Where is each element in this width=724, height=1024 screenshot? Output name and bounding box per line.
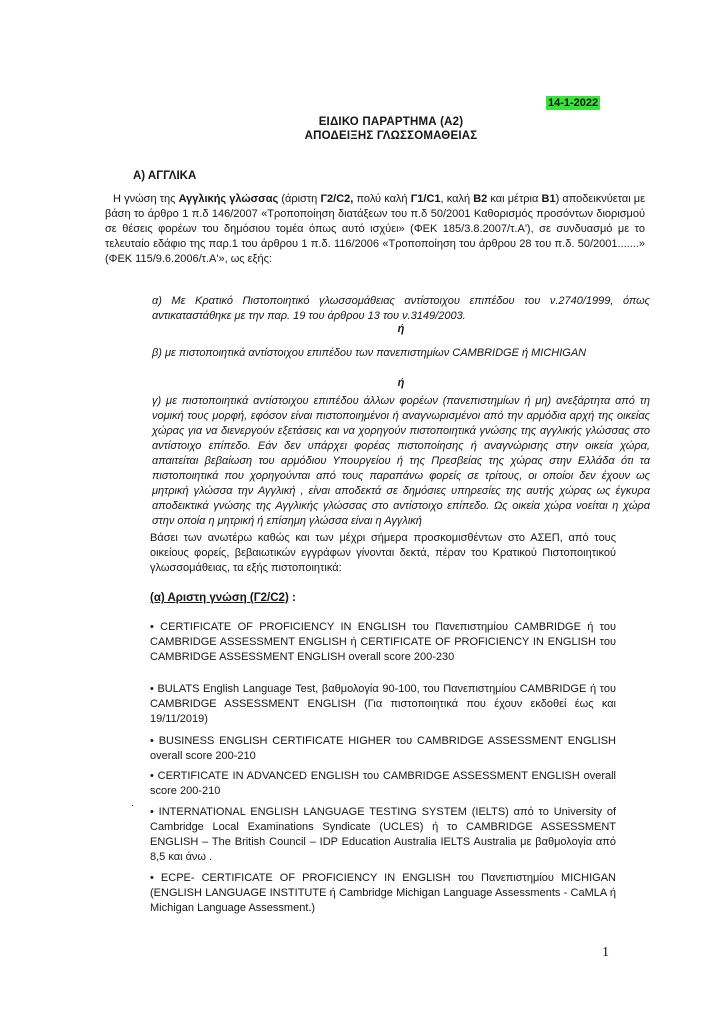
certificate-item: • BULATS English Language Test, βαθμολογία 90-100, του Πανεπιστημίου CAMBRIDGE ή του CAMBRIDGE ASSESSMENT ENGLISH (Για πιστοποιητικά που έχουν εκδοθεί έως και 19/11/2019): [150, 683, 616, 725]
clause-a-paragraph: α) Με Κρατικό Πιστοποιητικό γλωσσομάθειας αντίστοιχου επιπέδου του ν.2740/1999, όπως αντικαταστάθηκε με την παρ. 19 του άρθρου 13 του ν.3149/2003.: [152, 295, 650, 322]
certificate-item: • CERTIFICATE IN ADVANCED ENGLISH του CAMBRIDGE ASSESSMENT ENGLISH overall score 200-210: [150, 770, 616, 797]
section-heading-english: Α) ΑΓΓΛΙΚΑ: [133, 170, 197, 182]
clause-b-paragraph: β) με πιστοποιητικά αντίστοιχου επιπέδου των πανεπιστημίων CAMBRIDGE ή MICHIGAN: [152, 347, 587, 359]
page-number: 1: [602, 945, 609, 960]
certificate-item: • INTERNATIONAL ENGLISH LANGUAGE TESTING SYSTEM (IELTS) από το University of Cambridge Local Examinations Syndicate (UCLES) ή το CAMBRIDGE ASSESSMENT ENGLISH – The British Council – IDP Education Australia IELTS Australia με βαθμολογία από 8,5 και άνω .: [150, 806, 616, 863]
intro-paragraph: Η γνώση της Αγγλικής γλώσσας (άριστη Γ2/C2, πολύ καλή Γ1/C1, καλή Β2 και μέτρια Β1) αποδεικνύεται με βάση το άρθρο 1 π.δ 146/2007 «Τροποποίηση διατάξεων του π.δ 50/2001 Καθορισμός προσόντων διορισμού σε θέσεις φορέων του δημόσιου τομέα όπως αυτό ισχύει» (ΦΕΚ 185/3.8.2007/τ.Α'), σε συνδυασμό με το τελευταίο εδάφιο της παρ.1 του άρθρου 1 π.δ. 116/2006 «Τροποποίηση του άρθρου 28 του π.δ. 50/2001.......» (ΦΕΚ 115/9.6.2006/τ.Α'», ως εξής:: [105, 193, 646, 265]
date-stamp: 14-1-2022: [548, 97, 599, 109]
certificate-item: • BUSINESS ENGLISH CERTIFICATE HIGHER του CAMBRIDGE ASSESSMENT ENGLISH overall score 200-210: [150, 735, 616, 762]
or-separator-1: ή: [397, 323, 405, 335]
certificate-item: • CERTIFICATE OF PROFICIENCY IN ENGLISH του Πανεπιστημίου CAMBRIDGE ή του CAMBRIDGE ASSESSMENT ENGLISH ή CERTIFICATE OF PROFICIENCY IN ENGLISH του CAMBRIDGE ASSESSMENT ENGLISH overall score 200-230: [150, 621, 616, 663]
stray-mark: .: [131, 797, 135, 809]
title-line-2: ΑΠΟΔΕΙΞΗΣ ΓΛΩΣΣΟΜΑΘΕΙΑΣ: [304, 130, 478, 142]
certificate-item: • ECPE- CERTIFICATE OF PROFICIENCY IN ENGLISH του Πανεπιστημίου MICHIGAN (ENGLISH LANGUAGE INSTITUTE ή Cambridge Michigan Language Assessments - CaMLA ή Michigan Language Assessment.): [150, 872, 616, 914]
document-title: [293, 115, 489, 143]
clause-c-paragraph: γ) με πιστοποιητικά αντίστοιχου επιπέδου άλλων φορέων (πανεπιστημίων ή μη) ανεξάρτητα από τη νομική τους μορφή, εφόσον είναι πιστοποιημένοι ή αναγνωρισμένοι από την αρμόδια αρχή της οικείας χώρας για να διενεργούν εξετάσεις και να χορηγούν πιστοποιητικά γνώσης της αγγλικής γλώσσας στο αντίστοιχο επίπεδο. Εάν δεν υπάρχει φορέας πιστοποίησης ή αναγνώρισης στην οικεία χώρα, απαιτείται βεβαίωση του αρμόδιου Υπουργείου ή της Πρεσβείας της χώρας στην Ελλάδα ότι τα πιστοποιητικά που χορηγούνται από τους παραπάνω φορείς σε τρίτους, οι οποίοι δεν έχουν ως μητρική γλώσσα την Αγγλική , είναι αποδεκτά σε δημόσιες υπηρεσίες της αυτής χώρας ως έγκυρα αποδεικτικά γνώσης της Αγγλικής γλώσσας στο αντίστοιχο επίπεδο. Ως οικεία χώρα νοείται η χώρα στην οποία η μητρική ή επίσημη γλώσσα είναι η Αγγλική: [152, 395, 650, 527]
or-separator-2: ή: [397, 377, 405, 389]
title-line-1: ΕΙΔΙΚΟ ΠΑΡΑΡΤΗΜΑ (Α2): [318, 116, 464, 128]
basis-paragraph: Βάσει των ανωτέρω καθώς και των μέχρι σήμερα προσκομισθέντων στο ΑΣΕΠ, από τους οικείους φορείς, βεβαιωτικών εγγράφων γίνονται δεκτά, πέραν του Κρατικού Πιστοποιητικού γλωσσομάθειας, τα εξής πιστοποιητικά:: [150, 532, 616, 574]
excellent-knowledge-heading: (α) Αριστη γνώση (Γ2/C2) :: [150, 592, 296, 604]
